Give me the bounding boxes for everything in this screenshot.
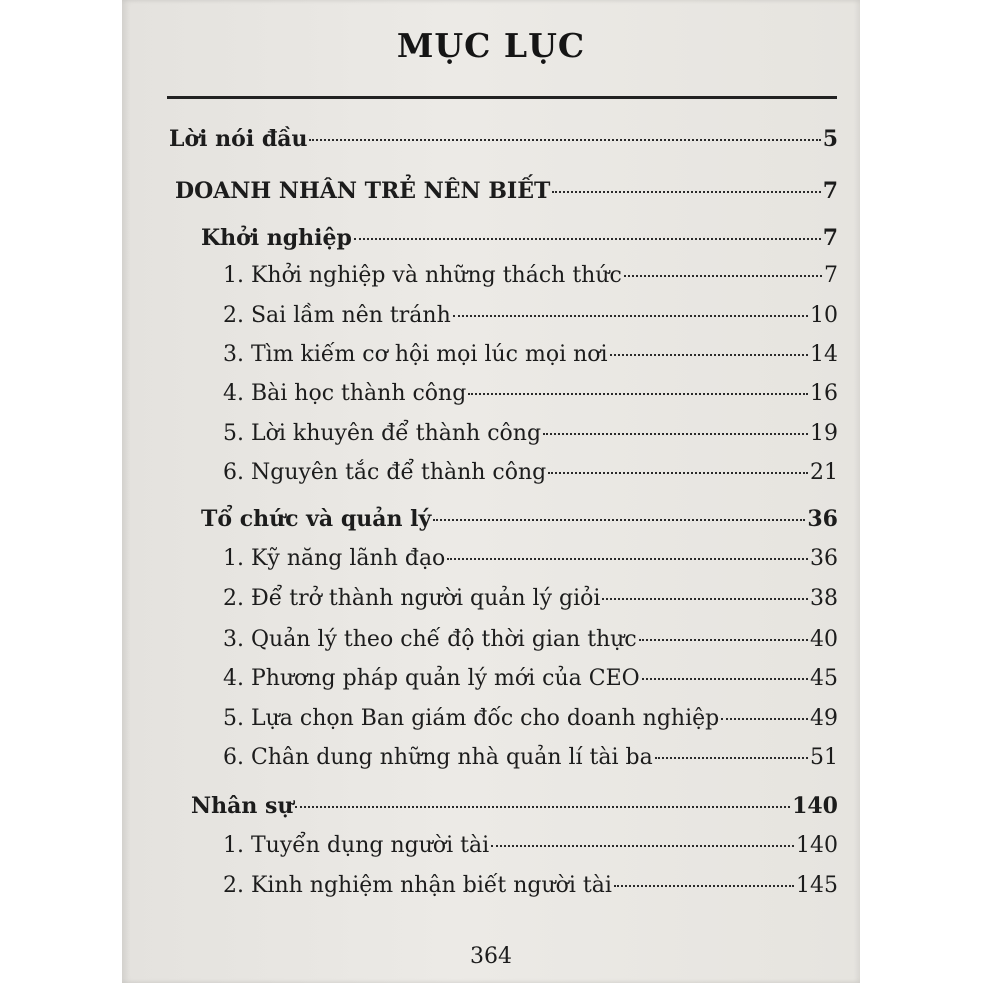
dot-leader: [433, 519, 805, 521]
toc-entry-item: [223, 342, 838, 367]
dot-leader: [602, 598, 808, 600]
toc-entry-page: 145: [796, 873, 838, 898]
toc-entry-page: 16: [810, 381, 838, 406]
toc-entry-page: 7: [822, 225, 838, 251]
toc-entry-section: [201, 506, 838, 532]
toc-entry-label: 3. Tìm kiếm cơ hội mọi lúc mọi nơi: [223, 342, 608, 367]
toc-entry-label: Nhân sự: [191, 793, 294, 819]
toc-entry-page: 10: [810, 303, 838, 328]
toc-entry-page: 36: [810, 546, 838, 571]
toc-entry-page: 45: [810, 666, 838, 691]
toc-entry-label: 4. Bài học thành công: [223, 381, 467, 406]
dot-leader: [655, 757, 808, 759]
toc-entry-item: [223, 627, 838, 652]
toc-entry-label: 2. Để trở thành người quản lý giỏi: [223, 586, 601, 611]
book-page: [122, 0, 860, 983]
toc-entry-page: 7: [824, 263, 838, 288]
toc-entry-label: Lời nói đầu: [169, 126, 308, 152]
toc-entry-page: 40: [810, 627, 838, 652]
toc-entry-page: 49: [810, 706, 838, 731]
dot-leader: [295, 806, 790, 808]
toc-entry-item: [223, 263, 838, 288]
page-title: MỤC LỤC: [396, 26, 586, 65]
page-number: 364: [470, 944, 512, 969]
toc-entry-item: [223, 303, 838, 328]
dot-leader: [354, 238, 821, 240]
toc-entry-page: 21: [810, 460, 838, 485]
dot-leader: [614, 885, 794, 887]
toc-entry-label: 1. Khởi nghiệp và những thách thức: [223, 263, 622, 288]
toc-entry-item: [223, 421, 838, 446]
toc-entry-label: 5. Lựa chọn Ban giám đốc cho doanh nghiệp: [223, 706, 720, 731]
toc-entry-item: [223, 460, 838, 485]
toc-entry-label: 2. Kinh nghiệm nhận biết người tài: [223, 873, 612, 898]
toc-entry-item: [223, 546, 838, 571]
toc-entry-page: 140: [796, 833, 838, 858]
toc-entry-section: [201, 225, 838, 251]
dot-leader: [468, 393, 808, 395]
toc-entry-label: 5. Lời khuyên để thành công: [223, 421, 542, 446]
dot-leader: [642, 678, 808, 680]
toc-entry-item: [223, 745, 838, 770]
dot-leader: [552, 191, 820, 193]
dot-leader: [447, 558, 808, 560]
toc-entry-item: [223, 706, 838, 731]
toc-entry-label: Tổ chức và quản lý: [201, 506, 432, 532]
toc-entry-label: 6. Nguyên tắc để thành công: [223, 460, 547, 485]
toc-entry-label: 1. Kỹ năng lãnh đạo: [223, 546, 446, 571]
toc-entry-page: 5: [822, 126, 838, 152]
toc-entry-label: 1. Tuyển dụng người tài: [223, 833, 490, 858]
toc-entry-page: 51: [810, 745, 838, 770]
toc-entry-item: [223, 586, 838, 611]
dot-leader: [543, 433, 808, 435]
dot-leader: [610, 354, 808, 356]
dot-leader: [453, 315, 808, 317]
dot-leader: [624, 275, 822, 277]
toc-entry-label: 3. Quản lý theo chế độ thời gian thực: [223, 627, 637, 652]
dot-leader: [721, 718, 808, 720]
dot-leader: [309, 139, 820, 141]
toc-entry-item: [223, 381, 838, 406]
toc-entry-page: 36: [807, 506, 838, 532]
toc-entry-label: 6. Chân dung những nhà quản lí tài ba: [223, 745, 653, 770]
dot-leader: [548, 472, 808, 474]
toc-entry-label: DOANH NHÂN TRẺ NÊN BIẾT: [175, 178, 551, 204]
dot-leader: [639, 639, 808, 641]
title-divider: [167, 96, 837, 99]
toc-entry-label: 4. Phương pháp quản lý mới của CEO: [223, 666, 640, 691]
toc-entry-page: 140: [792, 793, 838, 819]
toc-entry-label: 2. Sai lầm nên tránh: [223, 303, 451, 328]
toc-entry-page: 19: [810, 421, 838, 446]
toc-entry-item: [223, 873, 838, 898]
toc-entry-page: 38: [810, 586, 838, 611]
toc-entry-section: [191, 793, 838, 819]
toc-entry-part: [175, 178, 838, 204]
toc-entry-item: [223, 833, 838, 858]
toc-entry-preface: [169, 126, 838, 152]
toc-entry-page: 14: [810, 342, 838, 367]
toc-entry-page: 7: [822, 178, 838, 204]
dot-leader: [491, 845, 794, 847]
toc-entry-item: [223, 666, 838, 691]
toc-entry-label: Khởi nghiệp: [201, 225, 352, 251]
